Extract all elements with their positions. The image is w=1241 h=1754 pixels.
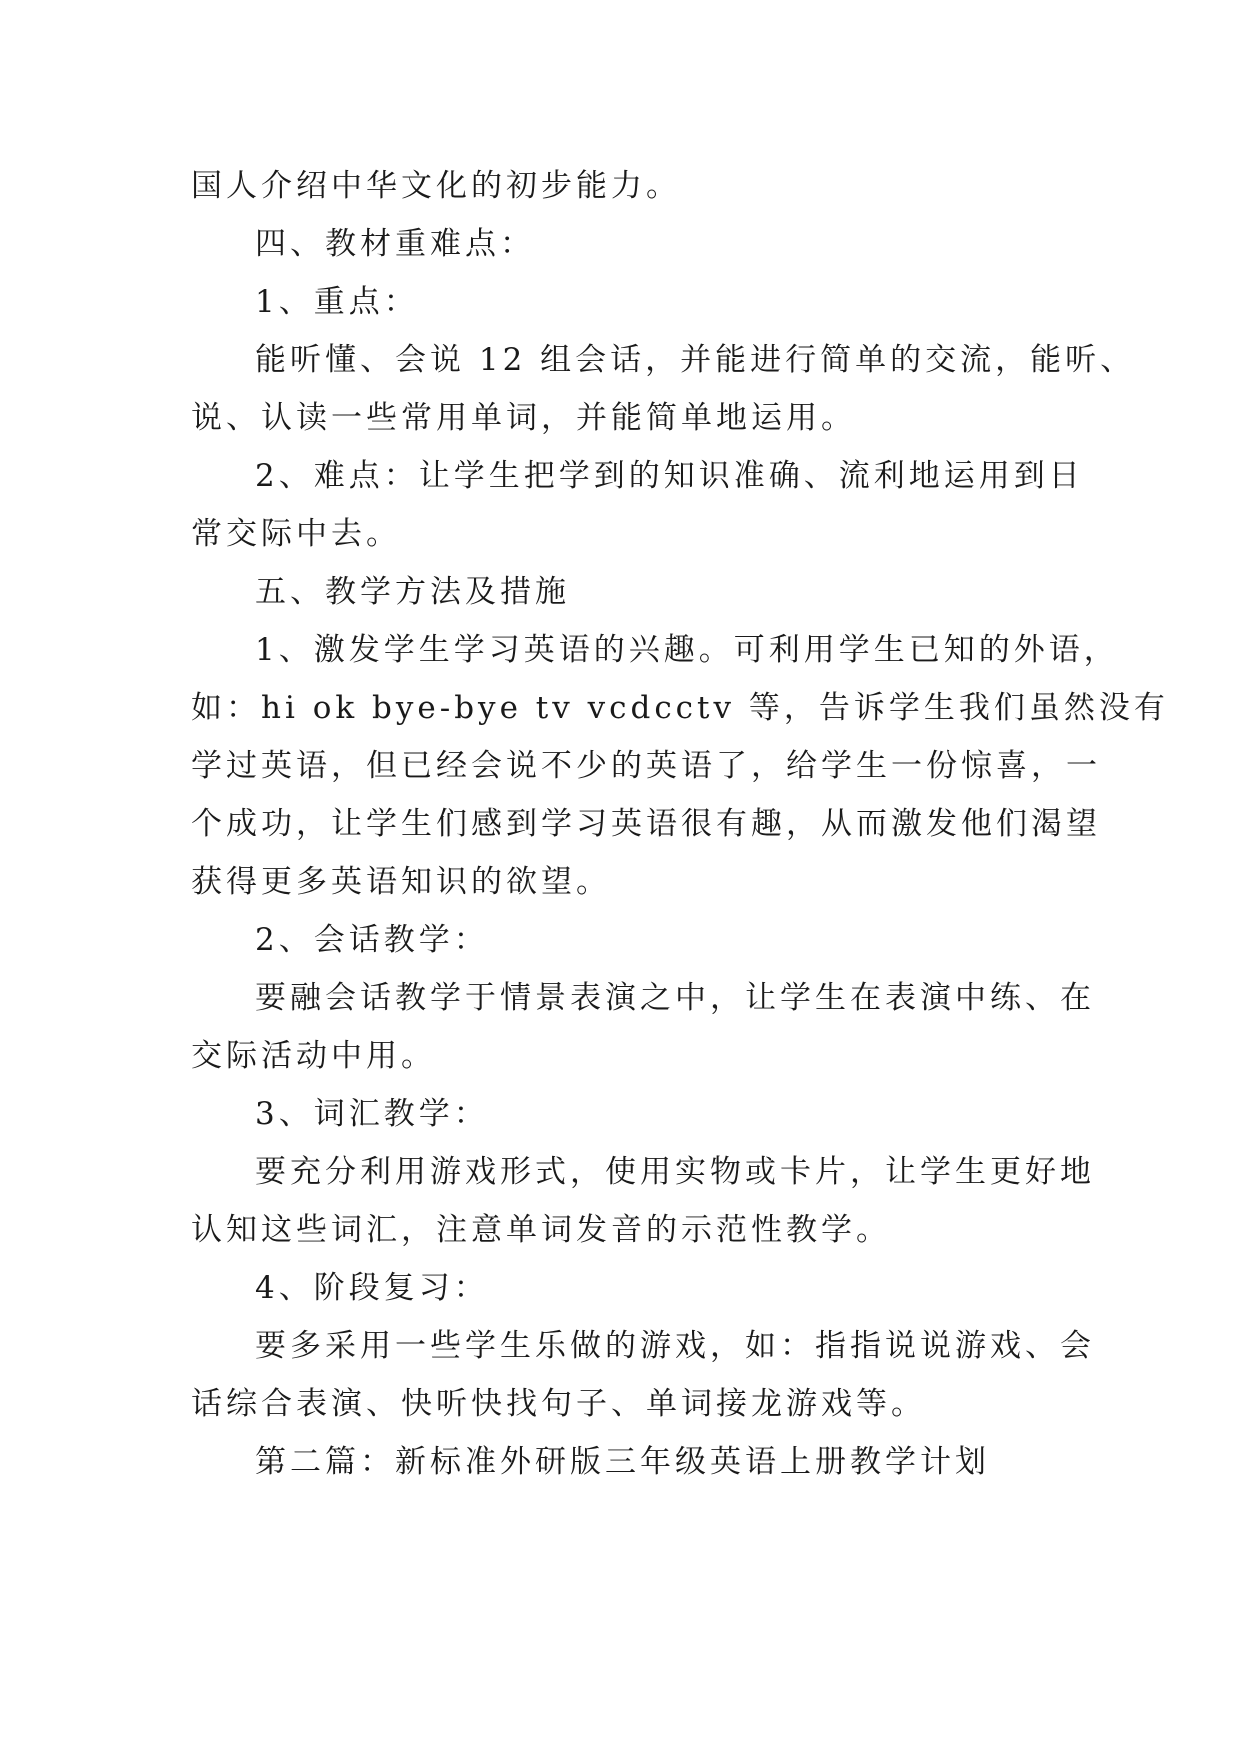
subsection-heading: 1、重点： [255, 284, 419, 320]
section-heading: 四、教材重难点： [255, 226, 535, 262]
section-heading: 五、教学方法及措施 [255, 574, 570, 610]
paragraph-line: 个成功，让学生们感到学习英语很有趣，从而激发他们渴望 [191, 806, 1101, 842]
paragraph-line: 要充分利用游戏形式，使用实物或卡片，让学生更好地 [255, 1154, 1095, 1190]
subsection-heading: 3、词汇教学： [255, 1096, 489, 1132]
paragraph-line: 能听懂、会说 12 组会话，并能进行简单的交流，能听、 [255, 342, 1136, 378]
paragraph-line: 要融会话教学于情景表演之中，让学生在表演中练、在 [255, 980, 1095, 1016]
subsection-heading: 4、阶段复习： [255, 1270, 489, 1306]
paragraph-line: 说、认读一些常用单词，并能简单地运用。 [191, 400, 856, 436]
paragraph-line: 2、难点：让学生把学到的知识准确、流利地运用到日 [255, 458, 1084, 494]
paragraph-line: 常交际中去。 [191, 516, 401, 552]
paragraph-line: 认知这些词汇，注意单词发音的示范性教学。 [191, 1212, 891, 1248]
paragraph-line: 获得更多英语知识的欲望。 [191, 864, 611, 900]
paragraph-line: 国人介绍中华文化的初步能力。 [191, 168, 681, 204]
paragraph-line: 1、激发学生学习英语的兴趣。可利用学生已知的外语， [255, 632, 1119, 668]
paragraph-line: 话综合表演、快听快找句子、单词接龙游戏等。 [191, 1386, 926, 1422]
paragraph-line: 交际活动中用。 [191, 1038, 436, 1074]
subsection-heading: 2、会话教学： [255, 922, 489, 958]
paragraph-line: 学过英语，但已经会说不少的英语了，给学生一份惊喜，一 [191, 748, 1101, 784]
paragraph-line: 如：hi ok bye-bye tv vcdcctv 等，告诉学生我们虽然没有 [191, 690, 1169, 726]
chapter-title: 第二篇：新标准外研版三年级英语上册教学计划 [255, 1444, 990, 1480]
paragraph-line: 要多采用一些学生乐做的游戏，如：指指说说游戏、会 [255, 1328, 1095, 1364]
